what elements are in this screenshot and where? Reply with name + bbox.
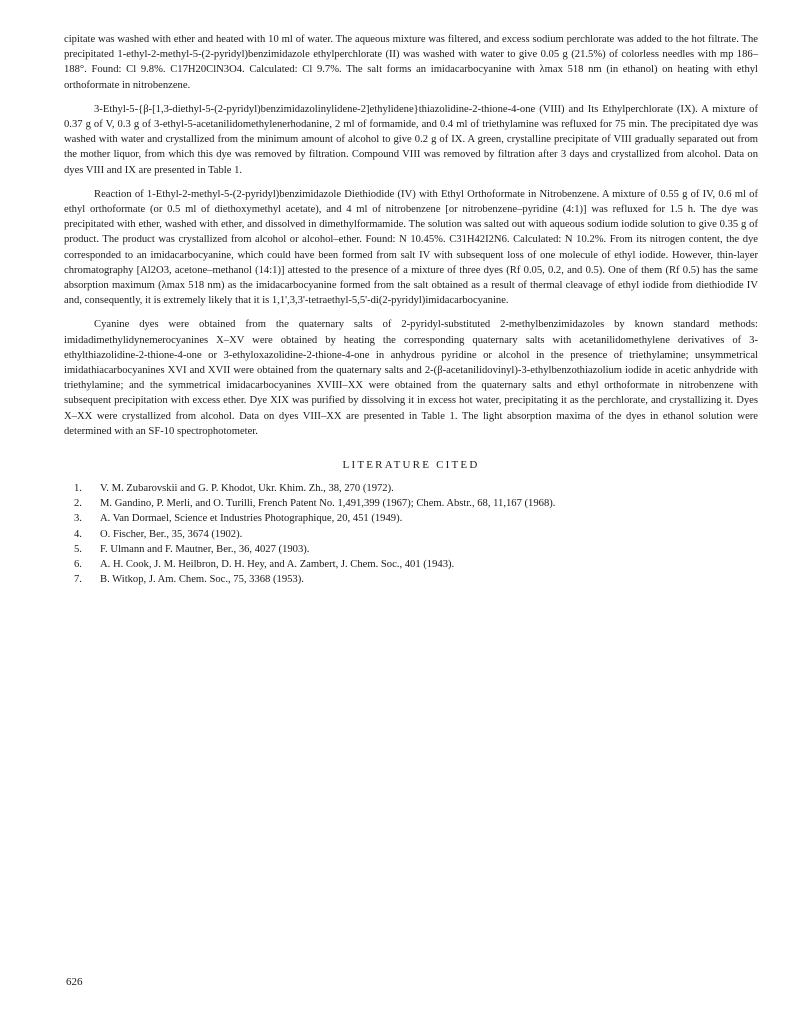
reference-item	[64, 542, 758, 557]
literature-cited-heading: LITERATURE CITED	[342, 459, 480, 472]
reference-number: 5.	[74, 543, 82, 555]
paragraph-reaction-iv: Reaction of 1-Ethyl-2-methyl-5-(2-pyridyl)benzimidazole Diethiodide (IV) with Ethyl Orthoformate in Nitrobenzene. A mixture of 0.55 g of IV, 0.6 ml of ethyl orthoformate (or 0.5 ml of diethoxymethyl acetate), and 4 ml of nitrobenzene [or nitrobenzene–pyridine (4:1)] was refluxed for 1.5 h. The dye was precipitated with ether, washed with ether, and dissolved in dimethylformamide. The solution was salted out with aqueous sodium iodide solution to give 0.35 g of product. The product was crystallized from alcohol or alcohol–ether. Found: N 10.45%. C31H42I2N6. Calculated: N 10.2%. From its nitrogen content, the dye corresponded to an imidacarbocyanine, which could have been formed from salt IV with subsequent loss of one molecule of ethyl iodide. However, thin-layer chromatography [Al2O3, acetone–methanol (14:1)] attested to the presence of a mixture of three dyes (Rf 0.05, 0.2, and 0.5). One of them (Rf 0.5) has the same absorption maximum (λmax 518 nm) as the imidacarbocyanine formed from the salt obtained as a result of thermal cleavage of ethyl iodide from diethiodide IV and, consequently, it is extremely likely that it is 1,1',3,3'-tetraethyl-5,5'-di(2-pyridyl)imidacarbocyanine.	[64, 188, 758, 307]
reference-text: A. H. Cook, J. M. Heilbron, D. H. Hey, and A. Zambert, J. Chem. Soc., 401 (1943).	[100, 559, 455, 571]
reference-number: 3.	[74, 513, 82, 525]
reference-text: A. Van Dormael, Science et Industries Photographique, 20, 451 (1949).	[100, 513, 403, 525]
reference-text: V. M. Zubarovskii and G. P. Khodot, Ukr. Khim. Zh., 38, 270 (1972).	[100, 483, 394, 495]
reference-item	[64, 527, 758, 542]
reference-text: F. Ulmann and F. Mautner, Ber., 36, 4027 (1903).	[100, 543, 310, 555]
paragraph-continuation: cipitate was washed with ether and heated with 10 ml of water. The aqueous mixture was filtered, and excess sodium perchlorate was added to the hot filtrate. The precipitated 1-ethyl-2-methyl-5-(2-pyridyl)benzimidazole ethylperchlorate (II) was washed with water to give 0.05 g (21.5%) of colorless needles with mp 186–188°. Found: Cl 9.8%. C17H20ClN3O4. Calculated: Cl 9.7%. The salt forms an imidacarbocyanine with λmax 518 nm (in ethanol) on heating with ethyl orthoformate in nitrobenzene.	[64, 34, 758, 91]
reference-item	[64, 572, 758, 587]
reference-number: 7.	[74, 574, 82, 586]
page-number: 626	[66, 976, 83, 988]
reference-text: O. Fischer, Ber., 35, 3674 (1902).	[100, 528, 243, 540]
reference-item	[64, 496, 758, 511]
paragraph-cyanine-dyes: Cyanine dyes were obtained from the quaternary salts of 2-pyridyl-substituted 2-methylbenzimidazoles by known standard methods: imidadimethylidynemerocyanines X–XV were obtained by heating the corresponding quaternary salts with acetanilidomethylene derivatives of 3-ethylthiazolidine-2-thione-4-one or 3-ethyloxazolidine-2-thione-4-one in anhydrous pyridine or alcohol in the presence of triethylamine; unsymmetrical imidathiacarbocyanines XVI and XVII were obtained from the quaternary salts and 2-(β-acetanilidovinyl)-3-ethylbenzothiazolium iodide in acetic anhydride with triethylamine; and the symmetrical imidacarbocyanines XVIII–XX were obtained from the quaternary salts and ethyl orthoformate in nitrobenzene with subsequent precipitation with excess ether. Dye XIX was purified by dissolving it in excess hot water, precipitating it as the perchlorate, and crystallizing it. Dyes X–XX were crystallized from alcohol. Data on dyes VIII–XX are presented in Table 1. The light absorption maxima of the dyes in ethanol solution were determined with an SF-10 spectrophotometer.	[64, 319, 758, 437]
reference-text: B. Witkop, J. Am. Chem. Soc., 75, 3368 (1953).	[100, 574, 304, 586]
reference-list	[64, 481, 758, 587]
reference-text: M. Gandino, P. Merli, and O. Turilli, French Patent No. 1,491,399 (1967); Chem. Abstr., 68, 11,167 (1968).	[100, 498, 556, 510]
reference-number: 6.	[74, 559, 82, 571]
reference-number: 4.	[74, 528, 82, 540]
reference-item	[64, 481, 758, 496]
reference-number: 2.	[74, 498, 82, 510]
paragraph-compound-viii: 3-Ethyl-5-{β-[1,3-diethyl-5-(2-pyridyl)benzimidazolinylidene-2]ethylidene}thiazolidine-2-thione-4-one (VIII) and Its Ethylperchlorate (IX). A mixture of 0.37 g of V, 0.3 g of 3-ethyl-5-acetanilidomethylenerhodanine, 2 ml of formamide, and 0.4 ml of triethylamine was refluxed for 75 min. The precipitated dye was washed with water and crystallized from the minimum amount of alcohol to give 0.2 g of IX. A green, crystalline precipitate of VIII gradually separated out from the mother liquor, from which this dye was removed by filtration. Compound VIII was removed by filtration after 3 days and crystallized from alcohol. Data on dyes VIII and IX are presented in Table 1.	[64, 103, 758, 176]
reference-item	[64, 557, 758, 572]
reference-number: 1.	[74, 483, 82, 495]
reference-item	[64, 511, 758, 526]
